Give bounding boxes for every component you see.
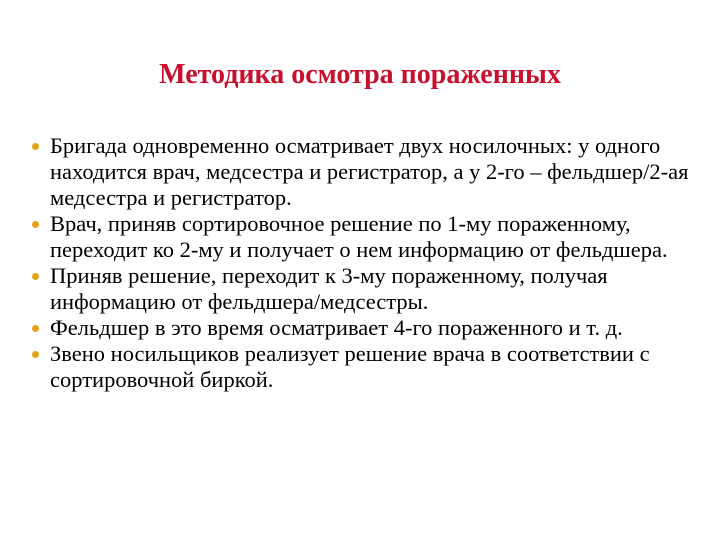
bullet-text: Приняв решение, переходит к 3-му пораженному, получая информацию от фельдшера/медсестры. <box>50 263 608 314</box>
bullet-item <box>30 263 695 315</box>
bullet-list <box>30 133 695 393</box>
bullet-text: Звено носильщиков реализует решение врача в соответствии с сортировочной биркой. <box>50 341 650 392</box>
slide-title: Методика осмотра пораженных <box>159 59 561 90</box>
bullet-text: Фельдшер в это время осматривает 4-го пораженного и т. д. <box>50 315 623 340</box>
bullet-item <box>30 133 695 211</box>
bullet-dot-icon <box>32 273 39 280</box>
bullet-text: Бригада одновременно осматривает двух носилочных: у одного находится врач, медсестра и регистратор, а у 2-го – фельдшер/2-ая медсестра и регистратор. <box>50 133 689 210</box>
bullet-item <box>30 341 695 393</box>
bullet-item <box>30 211 695 263</box>
bullet-item <box>30 315 695 341</box>
bullet-dot-icon <box>32 221 39 228</box>
bullet-dot-icon <box>32 351 39 358</box>
bullet-dot-icon <box>32 325 39 332</box>
bullet-dot-icon <box>32 143 39 150</box>
bullet-text: Врач, приняв сортировочное решение по 1-му пораженному, переходит ко 2-му и получает о нем информацию от фельдшера. <box>50 211 668 262</box>
